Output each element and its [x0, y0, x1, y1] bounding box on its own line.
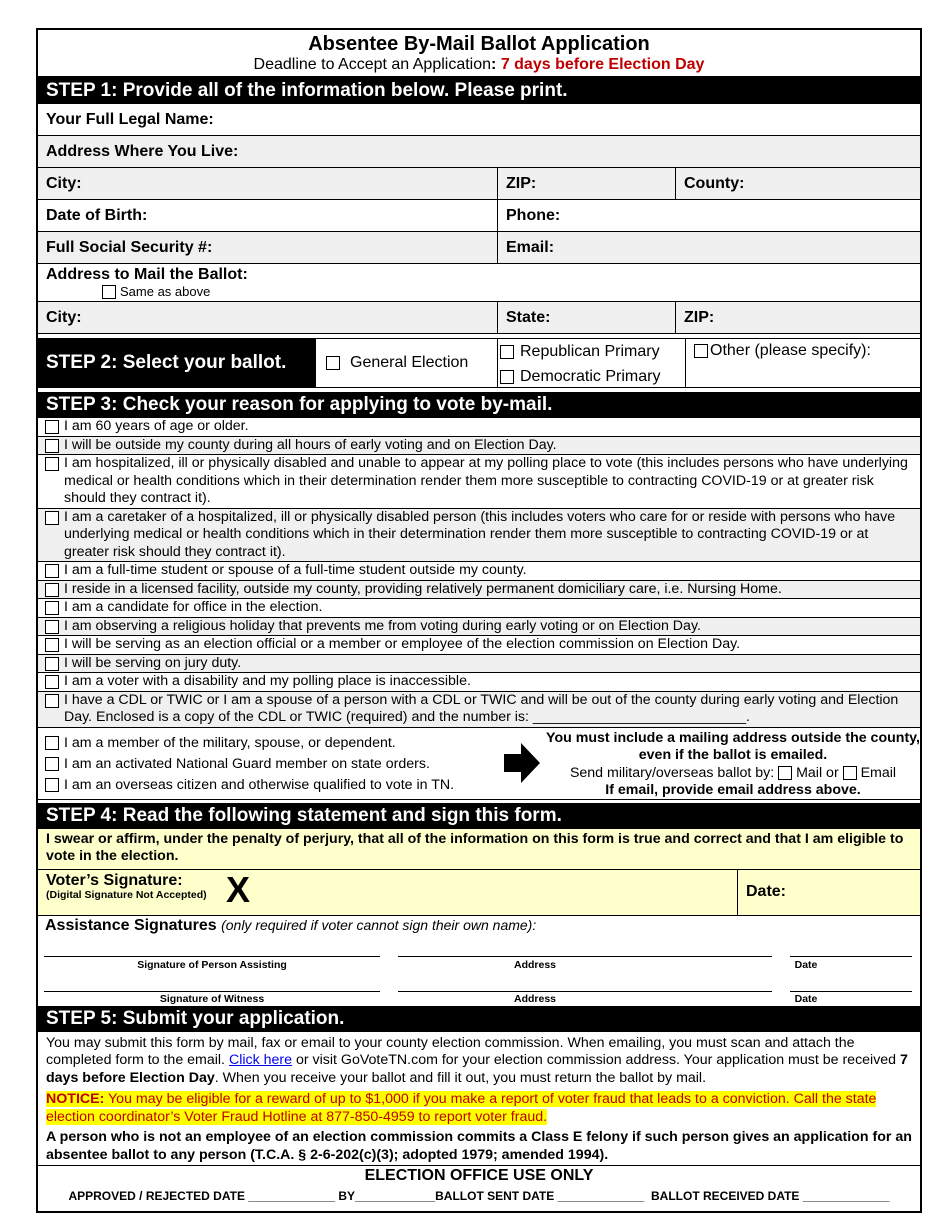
submit-text-3: . When you receive your ballot and fill it out, you must return the ballot by mail.	[214, 1069, 707, 1086]
reason-item	[38, 636, 920, 655]
military-reason-label: I am an overseas citizen and otherwise qualified to vote in TN.	[64, 776, 455, 793]
ssn-email-row	[38, 232, 920, 264]
reason-checkbox[interactable]	[45, 583, 59, 597]
city-field[interactable]	[38, 168, 498, 199]
mail-address-row	[38, 264, 920, 302]
voter-date-label: Date:	[746, 883, 787, 900]
witness-date-line[interactable]	[790, 991, 912, 992]
general-election-option[interactable]	[316, 339, 498, 387]
reason-checkbox[interactable]	[45, 638, 59, 652]
reason-label: I am 60 years of age or older.	[64, 418, 249, 434]
reason-item	[38, 562, 920, 581]
voter-signature-label: Voter’s Signature:	[46, 871, 183, 889]
mail-address-field[interactable]	[38, 264, 920, 301]
sign-here-mark: X	[226, 868, 251, 910]
deadline-value: 7 days before Election Day	[500, 56, 705, 73]
military-email-checkbox[interactable]	[843, 766, 857, 780]
witness-address-line[interactable]	[398, 991, 772, 992]
witness-date-label: Date	[794, 992, 818, 1005]
ssn-field[interactable]	[38, 232, 498, 263]
dob-field[interactable]	[38, 200, 498, 231]
military-reason-item	[45, 754, 498, 775]
form-title: Absentee By-Mail Ballot Application	[308, 33, 650, 55]
reason-label: I reside in a licensed facility, outside my county, providing relatively permanent domiciliary care, i.e. Nursing Home.	[64, 580, 782, 597]
city-label: City:	[46, 174, 82, 192]
phone-field[interactable]	[498, 200, 920, 231]
military-reason-label: I am a member of the military, spouse, or dependent.	[64, 734, 396, 751]
military-reason-checkbox[interactable]	[45, 757, 59, 771]
assistance-heading	[45, 917, 536, 935]
military-options	[38, 728, 498, 799]
office-use-fields: APPROVED / REJECTED DATE _____________ BY____________BALLOT SENT DATE _____________ BALLOT RECEIVED DATE _____________	[68, 1189, 890, 1203]
other-ballot-label: Other (please specify):	[710, 342, 871, 359]
reason-checkbox[interactable]	[45, 511, 59, 525]
ballot-application-form	[36, 28, 922, 1213]
fraud-notice	[38, 1089, 920, 1127]
military-note-1: You must include a mailing address outside the county, even if the ballot is emailed.	[546, 729, 920, 763]
military-email-label: Email	[860, 764, 897, 781]
democratic-primary-label: Democratic Primary	[520, 367, 661, 385]
reason-item	[38, 618, 920, 637]
reason-checkbox[interactable]	[45, 420, 59, 434]
assisting-date-label: Date	[794, 958, 818, 971]
submit-text-1: You may submit this form by mail, fax or email to your county election commission. When emailing, you must scan and attach the completed form to the email.	[46, 1034, 855, 1068]
same-as-above-option	[46, 284, 912, 299]
reason-label: I will be outside my county during all hours of early voting and on Election Day.	[64, 436, 557, 453]
reason-label: I will be serving as an election official or a member or employee of the election commission on Election Day.	[64, 636, 741, 652]
reason-label: I am observing a religious holiday that prevents me from voting during early voting or on Election Day.	[64, 617, 701, 634]
assisting-signature-label: Signature of Person Assisting	[137, 958, 287, 971]
dob-phone-row	[38, 200, 920, 232]
reason-checkbox[interactable]	[45, 601, 59, 615]
military-reason-item	[45, 775, 498, 796]
assisting-address-line[interactable]	[398, 956, 772, 957]
democratic-primary-checkbox[interactable]	[500, 370, 514, 384]
mail-zip-field[interactable]	[676, 302, 920, 333]
step3-heading: STEP 3: Check your reason for applying to vote by-mail.	[38, 392, 920, 418]
oath-statement: I swear or affirm, under the penalty of perjury, that all of the information on this form is true and correct and that I am eligible to vote in the election.	[38, 829, 920, 870]
military-mail-label: Mail or	[796, 764, 839, 781]
address-field[interactable]	[38, 136, 920, 167]
phone-label: Phone:	[506, 206, 561, 224]
voter-signature-field[interactable]	[38, 870, 738, 915]
reason-item	[38, 437, 920, 456]
step2-heading: STEP 2: Select your ballot.	[38, 339, 316, 387]
democratic-primary-option[interactable]	[500, 364, 685, 389]
reason-item	[38, 655, 920, 674]
address-label: Address Where You Live:	[46, 142, 239, 160]
reason-item	[38, 581, 920, 600]
zip-field[interactable]	[498, 168, 676, 199]
felony-warning: A person who is not an employee of an election commission commits a Class E felony if such person gives an application for an absentee ballot to any person (T.C.A. § 2-6-202(c)(3); adopted 1979; amended 1994).	[46, 1129, 912, 1163]
mail-zip-label: ZIP:	[684, 308, 715, 326]
click-here-link[interactable]: Click here	[228, 1052, 293, 1068]
voter-signature-row	[38, 870, 920, 916]
reason-label: I am a voter with a disability and my polling place is inaccessible.	[64, 673, 471, 689]
address-row	[38, 136, 920, 168]
republican-primary-checkbox[interactable]	[500, 345, 514, 359]
form-header	[38, 30, 920, 78]
full-name-label: Your Full Legal Name:	[46, 110, 214, 128]
reason-item	[38, 673, 920, 692]
deadline-line	[38, 55, 920, 74]
military-reason-item	[45, 733, 498, 754]
office-use-box	[38, 1165, 920, 1211]
military-mail-checkbox[interactable]	[778, 766, 792, 780]
mail-state-field[interactable]	[498, 302, 676, 333]
submit-instructions	[38, 1032, 920, 1090]
republican-primary-option[interactable]	[500, 339, 685, 364]
digital-signature-note: (Digital Signature Not Accepted)	[46, 888, 207, 901]
email-field[interactable]	[498, 232, 920, 263]
full-name-field[interactable]	[38, 104, 920, 135]
mail-address-label: Address to Mail the Ballot:	[46, 266, 248, 283]
same-as-above-label: Same as above	[120, 284, 211, 299]
assisting-address-label: Address	[513, 958, 556, 971]
reason-label: I am a candidate for office in the election.	[64, 599, 323, 615]
notice-text: You may be eligible for a reward of up to $1,000 if you make a report of voter fraud that leads to a conviction. Call the state election coordinator’s Voter Fraud Hotline at 877-850-4959 to report voter fraud.	[46, 1091, 877, 1125]
reason-label: I am hospitalized, ill or physically disabled and unable to appear at my polling place to vote (this includes persons who have underlying medical or health conditions which in their determination render them more susceptible to contracting COVID-19 or at greater risk should they contract it).	[64, 455, 908, 506]
reason-checkbox[interactable]	[45, 694, 59, 708]
military-reason-checkbox[interactable]	[45, 736, 59, 750]
witness-signature-label: Signature of Witness	[159, 992, 265, 1005]
city-zip-county-row	[38, 168, 920, 200]
reason-checkbox[interactable]	[45, 657, 59, 671]
ssn-label: Full Social Security #:	[46, 238, 213, 256]
submit-text-2: or visit GoVoteTN.com for your election commission address. Your application must be received	[295, 1052, 897, 1068]
reason-checkbox[interactable]	[45, 439, 59, 453]
military-section	[38, 728, 920, 800]
reason-item	[38, 418, 920, 437]
reason-item	[38, 599, 920, 618]
reason-list	[38, 418, 920, 728]
assisting-date-line[interactable]	[790, 956, 912, 957]
mail-city-field[interactable]	[38, 302, 498, 333]
military-reason-checkbox[interactable]	[45, 778, 59, 792]
reason-checkbox[interactable]	[45, 457, 59, 471]
county-field[interactable]	[676, 168, 920, 199]
reason-label: I will be serving on jury duty.	[64, 654, 242, 671]
reason-checkbox[interactable]	[45, 564, 59, 578]
step2-row	[38, 338, 920, 388]
voter-date-field[interactable]	[738, 870, 920, 915]
reason-label: I am a caretaker of a hospitalized, ill or physically disabled person (this includes voters who care for or reside with persons who have underlying medical or health conditions which in their determination render them more susceptible to contracting COVID-19 or at greater risk should they contract it).	[64, 508, 896, 560]
step1-heading: STEP 1: Provide all of the information below. Please print.	[38, 78, 920, 104]
military-reason-label: I am an activated National Guard member on state orders.	[64, 755, 430, 772]
reason-checkbox[interactable]	[45, 675, 59, 689]
witness-signature-line[interactable]	[44, 991, 380, 992]
general-election-label: General Election	[350, 354, 469, 371]
mail-state-label: State:	[506, 308, 551, 326]
reason-item	[38, 509, 920, 563]
assistance-signatures	[38, 916, 920, 1006]
republican-primary-label: Republican Primary	[520, 342, 660, 360]
full-name-row	[38, 104, 920, 136]
assisting-signature-line[interactable]	[44, 956, 380, 957]
other-ballot-option[interactable]	[686, 339, 920, 387]
reason-label: I am a full-time student or spouse of a full-time student outside my county.	[64, 562, 527, 578]
notice-label: NOTICE:	[46, 1091, 105, 1107]
step4-heading: STEP 4: Read the following statement and sign this form.	[38, 803, 920, 829]
general-election-checkbox[interactable]	[326, 356, 340, 370]
other-ballot-checkbox[interactable]	[694, 344, 708, 358]
deadline-colon: :	[491, 56, 497, 73]
military-send-line	[546, 765, 920, 783]
arrow-right-icon	[498, 728, 546, 799]
step5-heading: STEP 5: Submit your application.	[38, 1006, 920, 1032]
mail-city-state-zip-row	[38, 302, 920, 334]
submit-deadline: 7 days before Election Day	[46, 1052, 908, 1086]
witness-address-label: Address	[513, 992, 556, 1005]
reason-checkbox[interactable]	[45, 620, 59, 634]
primary-options	[498, 339, 686, 387]
email-label: Email:	[506, 238, 555, 256]
county-label: County:	[684, 174, 745, 192]
reason-label: I have a CDL or TWIC or I am a spouse of a person with a CDL or TWIC and will be out of the county during early voting and Election Day. Enclosed is a copy of the CDL or TWIC (required) and the number is: ___________________________.	[64, 691, 899, 725]
military-note-2: If email, provide email address above.	[605, 782, 861, 798]
reason-item	[38, 455, 920, 509]
reason-item	[38, 692, 920, 728]
assistance-title: Assistance Signatures	[45, 916, 217, 934]
dob-label: Date of Birth:	[46, 206, 148, 224]
military-instructions	[546, 728, 920, 799]
same-as-above-checkbox[interactable]	[102, 285, 116, 299]
zip-label: ZIP:	[506, 174, 537, 192]
office-use-title: ELECTION OFFICE USE ONLY	[364, 1167, 594, 1184]
mail-city-label: City:	[46, 308, 82, 326]
military-send-label: Send military/overseas ballot by:	[569, 764, 775, 781]
assistance-note: (only required if voter cannot sign their own name):	[221, 916, 537, 933]
deadline-label: Deadline to Accept an Application	[253, 56, 492, 73]
